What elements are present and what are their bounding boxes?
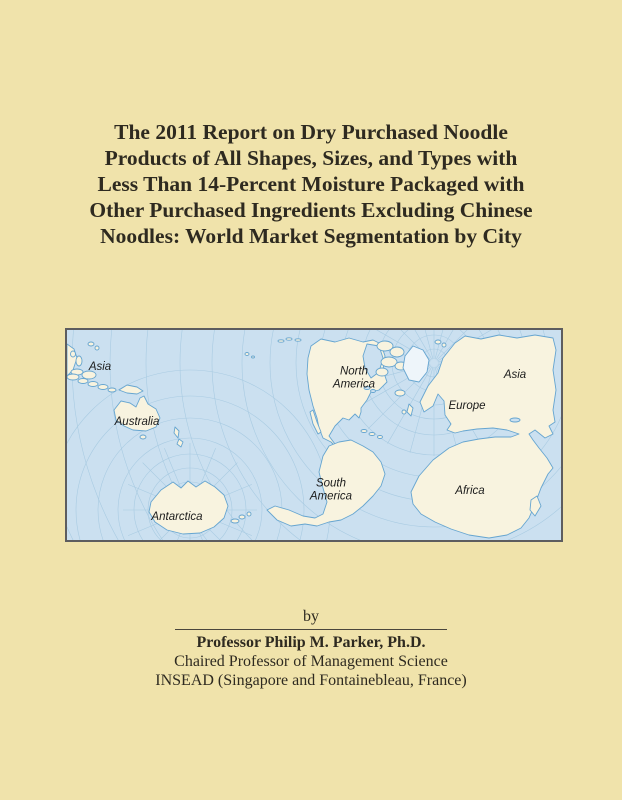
byline-by: by: [303, 608, 319, 625]
title-line-3: Less Than 14-Percent Moisture Packaged with: [97, 172, 525, 196]
map-label-europe: Europe: [448, 399, 486, 412]
caribbean-island: [378, 436, 383, 439]
world-map-image: [67, 330, 561, 540]
philippines: [71, 351, 76, 357]
aleutian-island: [295, 339, 301, 341]
byline-block: [0, 607, 622, 690]
cover-title: [30, 119, 592, 249]
philippines: [76, 356, 82, 366]
title-line-2: Products of All Shapes, Sizes, and Types with: [104, 146, 518, 170]
indonesia-island: [78, 379, 88, 384]
title-line-1: The 2011 Report on Dry Purchased Noodle: [114, 120, 508, 144]
antarctic-island: [239, 515, 245, 519]
map-label-australia: Australia: [114, 415, 160, 428]
indonesia-island: [88, 382, 98, 387]
great-lake: [371, 390, 376, 393]
title-line-4: Other Purchased Ingredients Excluding Chinese: [89, 198, 533, 222]
title-line-5: Noodles: World Market Segmentation by City: [100, 224, 522, 248]
indonesia-island: [67, 374, 79, 380]
map-label-africa: Africa: [455, 484, 485, 497]
japan-island: [88, 342, 94, 346]
arctic-island: [390, 347, 404, 357]
map-label-asia-left: Asia: [88, 360, 112, 373]
japan-island: [95, 346, 99, 350]
byline-rule: [175, 629, 447, 630]
world-map: [65, 328, 563, 542]
indonesia-island: [98, 385, 108, 390]
hawaii: [245, 353, 249, 356]
map-label-north-america: North America: [332, 365, 376, 390]
borneo: [82, 371, 96, 379]
byline-author: Professor Philip M. Parker, Ph.D.: [196, 634, 426, 651]
map-label-antarctica: Antarctica: [151, 510, 203, 523]
hawaii: [252, 356, 255, 358]
great-lake: [364, 387, 370, 390]
ireland: [402, 410, 406, 414]
svalbard: [442, 343, 446, 347]
aleutian-island: [278, 340, 284, 342]
antarctic-island: [247, 512, 251, 516]
tasmania: [140, 435, 146, 439]
caribbean-island: [369, 433, 375, 436]
byline-institution: INSEAD (Singapore and Fontainebleau, France): [155, 672, 467, 689]
caspian-sea: [510, 418, 520, 422]
map-label-asia-right: Asia: [503, 368, 527, 381]
map-label-south-america: South America: [309, 477, 353, 502]
caribbean-island: [361, 430, 367, 433]
aleutian-island: [286, 338, 292, 340]
antarctic-island: [231, 519, 239, 523]
iceland: [395, 390, 405, 396]
byline-role: Chaired Professor of Management Science: [174, 653, 448, 670]
indonesia-island: [108, 388, 116, 392]
arctic-island: [376, 368, 388, 376]
svalbard: [435, 340, 441, 344]
